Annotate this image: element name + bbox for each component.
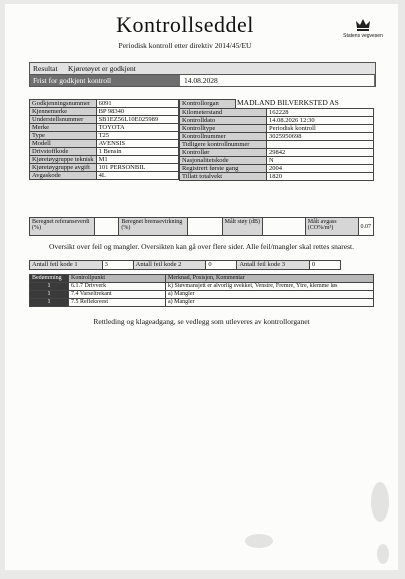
deadline-row: [29, 74, 376, 87]
table-row: [180, 109, 374, 117]
table-row: [30, 283, 374, 291]
table-row: [30, 164, 179, 172]
fault-remark: k) Støvmansjett er alvorlig svekket, Venstre, Fremre, Ytre, klemme løs: [166, 283, 374, 291]
fault-severity: 1: [30, 291, 69, 299]
brake-effect-label: Beregnet bremsevirkning (%): [119, 218, 188, 236]
appeal-note: Rettleding og klageadgang, se vedlegg som utleveres av kontrollorganet: [93, 317, 310, 326]
vehicle-value: BP 98340: [96, 108, 178, 116]
scan-smudge: [377, 544, 389, 564]
vehicle-value: M1: [96, 156, 178, 164]
column-header: Bedømming: [30, 275, 69, 283]
vehicle-value: SB1EZ56L10E025989: [96, 116, 178, 124]
vehicle-value: 6091: [96, 100, 178, 108]
table-row: [180, 157, 374, 165]
table-row: [30, 156, 179, 164]
control-value: 162228: [267, 109, 374, 117]
column-header: Kontrollpunkt: [69, 275, 166, 283]
fault-point: 7.4 Varseltrekant: [69, 291, 166, 299]
table-row: [30, 100, 179, 108]
brake-effect-value: [188, 218, 223, 236]
fault-count-value: 0: [206, 261, 237, 270]
vehicle-label: Kjøretøygruppe avgift: [30, 164, 97, 172]
column-header: Merknad, Posisjon, Kommentar: [166, 275, 374, 283]
result-value: Kjøretøyet er godkjent: [68, 64, 136, 73]
control-label: Kontrollnummer: [180, 133, 267, 141]
vehicle-label: Kjøretøygruppe teknisk: [30, 156, 97, 164]
vehicle-info-table: [29, 99, 179, 180]
table-row: [30, 116, 179, 124]
fault-point: 7.5 Refleksvest: [69, 299, 166, 307]
deadline-value: 14.08.2028: [180, 75, 374, 86]
control-org-label: Kontrollorgan: [179, 99, 236, 109]
fault-severity: 1: [30, 283, 69, 291]
table-row: [30, 291, 374, 299]
fault-count-label: Antall feil kode 2: [133, 261, 206, 270]
vehicle-label: Kjennemerke: [30, 108, 97, 116]
control-label: Kilometerstand: [180, 109, 267, 117]
inspection-document: [5, 4, 398, 570]
vehicle-label: Avgaskode: [30, 172, 97, 180]
deadline-label: Frist for godkjent kontroll: [33, 76, 112, 85]
vehicle-label: Merke: [30, 124, 97, 132]
vehicle-label: Drivstoffkode: [30, 148, 97, 156]
fault-count-label: Antall feil kode 3: [237, 261, 310, 270]
measurements-table: [29, 217, 374, 236]
fault-count-value: 3: [102, 261, 133, 270]
vehicle-value: 4L: [96, 172, 178, 180]
table-row: [180, 173, 374, 181]
control-label: Tidligere kontrollnummer: [180, 141, 267, 149]
table-row: [180, 133, 374, 141]
table-row: [180, 165, 374, 173]
fault-count-label: Antall feil kode 1: [30, 261, 103, 270]
control-value: 3025950698: [267, 133, 374, 141]
table-row: [180, 149, 374, 157]
table-row: [30, 172, 179, 180]
vehicle-value: AVENSIS: [96, 140, 178, 148]
table-row: [180, 125, 374, 133]
crown-crest-icon: [355, 18, 371, 32]
fault-point: 6.1.7 Drivverk: [69, 283, 166, 291]
document-subtitle: Periodisk kontroll etter direktiv 2014/45/EU: [118, 41, 252, 50]
fault-overview-instruction: Oversikt over feil og mangler. Oversikten kan gå over flere sider. Alle feil/mangler skal rettes snarest.: [49, 242, 354, 251]
table-row: [30, 108, 179, 116]
control-info-table: [179, 108, 374, 181]
control-value: 1820: [267, 173, 374, 181]
control-label: Nasjonalitetskode: [180, 157, 267, 165]
table-row: [30, 148, 179, 156]
control-value: N: [267, 157, 374, 165]
control-label: Kontrollør: [180, 149, 267, 157]
vehicle-value: T25: [96, 132, 178, 140]
vehicle-label: Type: [30, 132, 97, 140]
vehicle-label: Godkjenningsnummer: [30, 100, 97, 108]
vehicle-label: Modell: [30, 140, 97, 148]
control-value: 2004: [267, 165, 374, 173]
brake-reference-label: Beregnet referanseverdi (%): [30, 218, 95, 236]
vehicle-value: 101 PERSONBIL: [96, 164, 178, 172]
control-value: [267, 141, 374, 149]
fault-severity: 1: [30, 299, 69, 307]
table-row: [30, 140, 179, 148]
scan-smudge: [371, 482, 389, 522]
control-label: Kontrolldato: [180, 117, 267, 125]
control-label: Kontrolltype: [180, 125, 267, 133]
table-row: [30, 218, 374, 236]
agency-logo: [343, 18, 383, 39]
table-row: [30, 261, 341, 270]
faults-table: [29, 274, 374, 307]
fault-remark: a) Mangler: [166, 299, 374, 307]
control-value: 14.08.2026 12:30: [267, 117, 374, 125]
vehicle-value: TOYOTA: [96, 124, 178, 132]
control-label: Registrert første gang: [180, 165, 267, 173]
table-row: [30, 132, 179, 140]
scan-smudge: [245, 534, 273, 548]
fault-remark: a) Mangler: [166, 291, 374, 299]
table-row: [180, 141, 374, 149]
control-label: Tillatt totalvekt: [180, 173, 267, 181]
vehicle-label: Understellsnummer: [30, 116, 97, 124]
table-header-row: [30, 275, 374, 283]
brake-reference-value: [94, 218, 119, 236]
control-value: 29842: [267, 149, 374, 157]
exhaust-label: Målt avgass (CO%/m³): [305, 218, 358, 236]
table-row: [30, 299, 374, 307]
fault-count-table: [29, 260, 341, 270]
control-org-value: MADLAND BILVERKSTED AS: [237, 98, 339, 107]
table-row: [180, 117, 374, 125]
control-value: Periodisk kontroll: [267, 125, 374, 133]
result-label: Resultat: [33, 64, 58, 73]
document-title: Kontrollseddel: [116, 12, 254, 37]
table-row: [30, 124, 179, 132]
noise-value: [263, 218, 305, 236]
fault-count-value: 0: [310, 261, 341, 270]
vehicle-value: 1 Bensin: [96, 148, 178, 156]
exhaust-value: 0.07: [358, 218, 374, 236]
noise-label: Målt støy (dB): [222, 218, 263, 236]
agency-name: Statens vegvesen: [343, 33, 383, 39]
